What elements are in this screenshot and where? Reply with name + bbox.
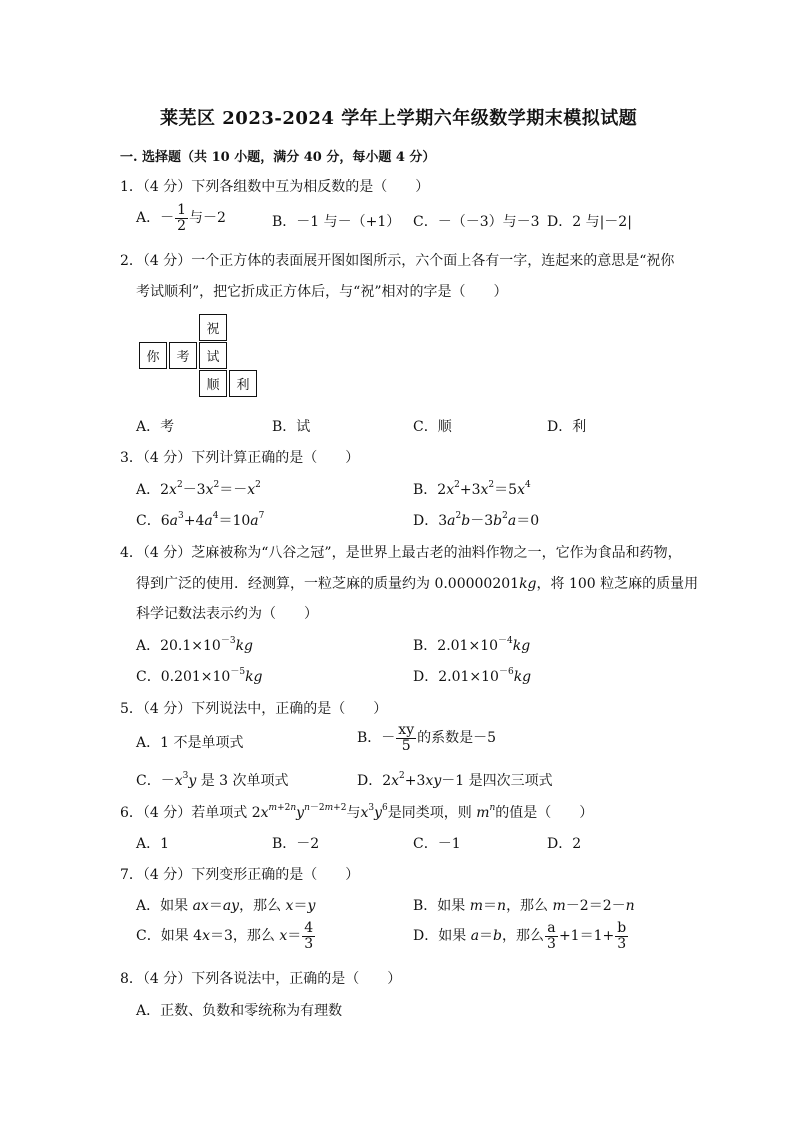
q1-option-b: B．－1 与－（+1） [272,214,401,230]
question-2-stem-line1: 2．（4 分）一个正方体的表面展开图如图所示，六个面上各有一字，连起来的意思是“祝你 [120,253,675,269]
section-heading: 一. 选择题（共 10 小题，满分 40 分，每小题 4 分） [120,150,436,165]
q2-option-d: D．利 [547,419,587,435]
q4-option-c: C．$0.201\times 10^{-5}kg$ [136,667,263,685]
q1-option-a: A．－ $\frac{1}{2}$ 与－2 [136,202,226,234]
question-5-stem: 5．（4 分）下列说法中，正确的是（ ） [120,701,388,717]
q5-option-a: A．1 不是单项式 [136,735,244,751]
q3-option-c: C．$6a^3+4a^4=10a^7$ [136,511,265,529]
q6-option-a: A．1 [136,836,170,852]
q2-option-a: A．考 [136,419,175,435]
cube-net-figure [139,314,259,398]
net-cell-li: 利 [229,370,257,397]
q3-option-a: A．$2x^2-3x^2=-x^2$ [136,480,261,498]
question-4-stem-line2: 得到广泛的使用．经测算，一粒芝麻的质量约为 0.00000201kg，将 100 粒芝麻的质量用 [136,576,699,592]
question-7-stem: 7．（4 分）下列变形正确的是（ ） [120,867,360,883]
q3-option-b: B．$2x^2+3x^2=5x^4$ [413,480,531,498]
q1-option-c: C．－（－3）与－3 [413,214,540,230]
q5-option-b: B．－ $\frac{xy}{5}$ 的系数是－5 [357,722,497,754]
q5-option-d: D．$2x^2+3xy-1$ 是四次三项式 [357,771,553,789]
question-8-stem: 8．（4 分）下列各说法中，正确的是（ ） [120,971,402,987]
net-cell-zhu: 祝 [199,314,227,341]
question-6-stem: 6．（4 分）若单项式 $2x^{m+2n}y^{n-2m+2}$与$x^3y^6$是同类项，则 $m^n$的值是（ ） [120,803,594,821]
q2-option-c: C．顺 [413,419,452,435]
net-cell-kao: 考 [169,342,197,369]
q5-option-c: C．$-x^3y$ 是 3 次单项式 [136,771,289,789]
q4-option-b: B．$2.01\times 10^{-4}kg$ [413,636,531,654]
q1-option-d: D．2 与|－2| [547,214,632,230]
question-3-stem: 3．（4 分）下列计算正确的是（ ） [120,450,360,466]
question-4-stem-line1: 4．（4 分）芝麻被称为“八谷之冠”，是世界上最古老的油料作物之一，它作为食品和药物， [120,545,682,561]
q4-option-a: A．$20.1\times 10^{-3}kg$ [136,636,254,654]
q3-option-d: D．$3a^2b-3b^2a=0$ [413,511,540,529]
q6-option-d: D．2 [547,836,582,852]
net-cell-ni: 你 [139,342,167,369]
q7-option-d: D．如果 a＝b，那么 $\frac{a}{3}$ +1＝1+ $\frac{b}{3}$ [413,920,627,952]
q8-option-a: A．正数、负数和零统称为有理数 [136,1003,343,1019]
page-title: 莱芜区 2023-2024 学年上学期六年级数学期末模拟试题 [160,108,638,129]
question-1-stem: 1．（4 分）下列各组数中互为相反数的是（ ） [120,179,430,195]
q7-option-b: B．如果 m＝n，那么 m－2＝2－n [413,898,635,914]
question-4-stem-line3: 科学记数法表示约为（ ） [136,606,318,622]
net-cell-shi: 试 [199,342,227,369]
q4-option-d: D．$2.01\times 10^{-6}kg$ [413,667,532,685]
q7-option-a: A．如果 ax＝ay，那么 x＝y [136,898,316,914]
q6-option-c: C．－1 [413,836,461,852]
q6-option-b: B．－2 [272,836,320,852]
q2-option-b: B．试 [272,419,311,435]
q7-option-c: C．如果 4x＝3，那么 x＝ $\frac{4}{3}$ [136,920,314,952]
question-2-stem-line2: 考试顺利”，把它折成正方体后，与“祝”相对的字是（ ） [136,284,508,300]
net-cell-shun: 顺 [199,370,227,397]
